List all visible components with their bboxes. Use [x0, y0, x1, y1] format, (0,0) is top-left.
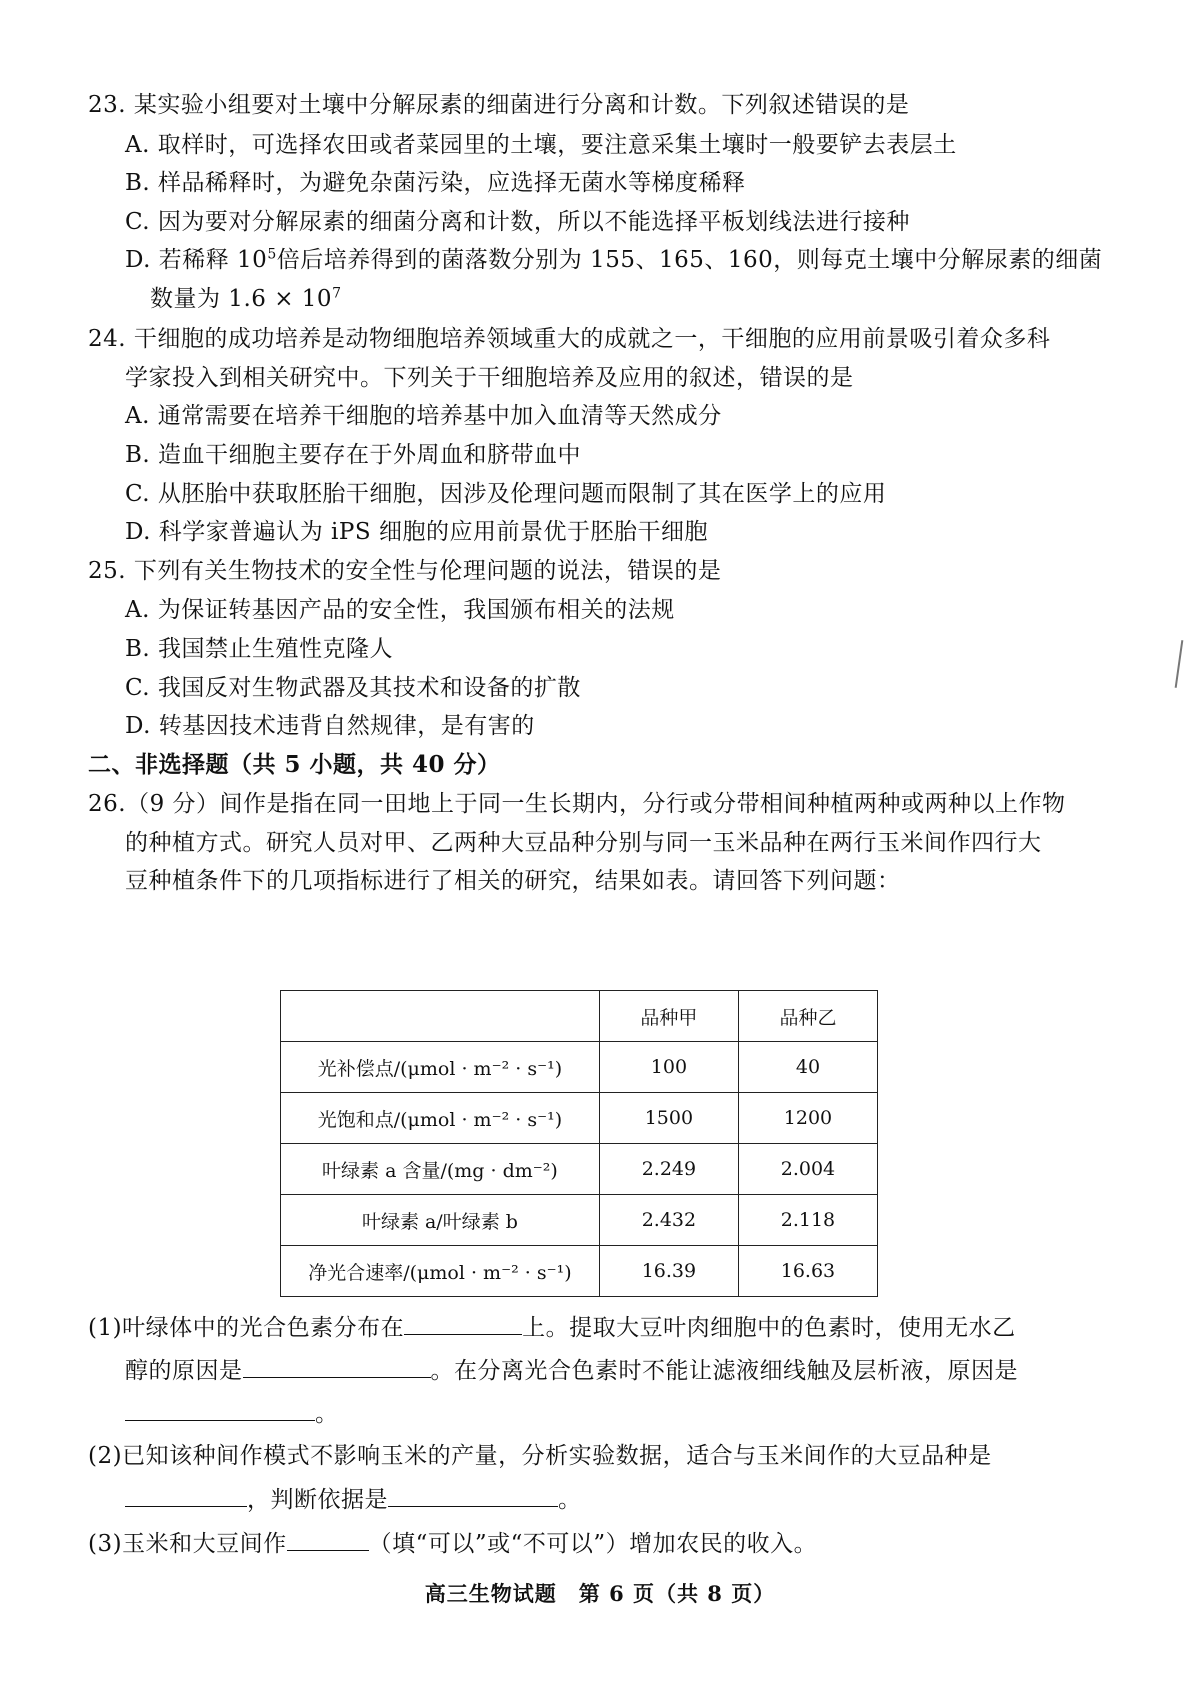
q23-d-post: 倍后培养得到的菌落数分别为 155、165、160，则每克土壤中分解尿素的细菌 [276, 247, 1103, 273]
q26-part1-text-d: 。在分离光合色素时不能让滤液细线触及层析液，原因是 [430, 1358, 1018, 1384]
table-row-label: 叶绿素 a/叶绿素 b [281, 1195, 600, 1246]
q26-part3-text-b: （填“可以”或“不可以”）增加农民的收入。 [368, 1531, 818, 1557]
table-cell: 2.432 [599, 1195, 738, 1246]
q24-option-c: C. 从胚胎中获取胚胎干细胞，因涉及伦理问题而限制了其在医学上的应用 [125, 481, 887, 507]
q26-part1-text-b: 上。提取大豆叶肉细胞中的色素时，使用无水乙 [522, 1315, 1016, 1341]
q26-stem-line2: 的种植方式。研究人员对甲、乙两种大豆品种分别与同一玉米品种在两行玉米间作四行大 [125, 830, 1042, 856]
q26-stem-line1: 26.（9 分）间作是指在同一田地上于同一生长期内，分行或分带相间种植两种或两种以上作物 [88, 791, 1066, 817]
q23-d-cont-exponent: 7 [332, 285, 342, 302]
table-row [281, 1093, 878, 1144]
q26-part2-text-b: ，判断依据是 [247, 1487, 388, 1513]
q26-part1-text-e: 。 [315, 1401, 339, 1427]
q23-d-cont-text: 数量为 1.6 × 10 [150, 286, 333, 312]
answer-blank[interactable] [125, 1398, 315, 1421]
q26-part2-text-c: 。 [558, 1487, 582, 1513]
q26-part2-line1: (2)已知该种间作模式不影响玉米的产量，分析实验数据，适合与玉米间作的大豆品种是 [88, 1443, 992, 1469]
soybean-variety-table [280, 990, 878, 1297]
q26-part1-line1 [88, 1312, 1016, 1343]
q23-d-exponent: 5 [267, 246, 277, 263]
answer-blank[interactable] [388, 1484, 558, 1507]
q23-option-c: C. 因为要对分解尿素的细菌分离和计数，所以不能选择平板划线法进行接种 [125, 209, 910, 235]
table-cell: 2.004 [738, 1144, 877, 1195]
table-row-label: 叶绿素 a 含量/(mg · dm⁻²) [281, 1144, 600, 1195]
q23-option-b: B. 样品稀释时，为避免杂菌污染，应选择无菌水等梯度稀释 [125, 170, 746, 196]
table-row [281, 1195, 878, 1246]
table-cell: 40 [738, 1042, 877, 1093]
q26-part1-text-c: 醇的原因是 [125, 1358, 243, 1384]
table-row [281, 1246, 878, 1297]
table-row-label: 光补偿点/(μmol · m⁻² · s⁻¹) [281, 1042, 600, 1093]
table-row-label: 光饱和点/(μmol · m⁻² · s⁻¹) [281, 1093, 600, 1144]
q26-part1-line3 [125, 1398, 339, 1429]
q23-stem: 23. 某实验小组要对土壤中分解尿素的细菌进行分离和计数。下列叙述错误的是 [88, 92, 910, 118]
q26-part2-line2 [125, 1484, 582, 1515]
table-header-cell: 品种乙 [738, 991, 877, 1042]
q24-option-a: A. 通常需要在培养干细胞的培养基中加入血清等天然成分 [125, 403, 722, 429]
q23-option-d-continuation [150, 284, 341, 314]
table-header-cell [281, 991, 600, 1042]
section-heading-nonchoice: 二、非选择题（共 5 小题，共 40 分） [88, 751, 501, 778]
q26-stem-line3: 豆种植条件下的几项指标进行了相关的研究，结果如表。请回答下列问题： [125, 868, 901, 894]
q24-option-b: B. 造血干细胞主要存在于外周血和脐带血中 [125, 442, 582, 468]
q25-option-d: D. 转基因技术违背自然规律，是有害的 [125, 713, 535, 739]
q24-stem-line2: 学家投入到相关研究中。下列关于干细胞培养及应用的叙述，错误的是 [125, 365, 854, 391]
answer-blank[interactable] [125, 1484, 247, 1507]
table-row-label: 净光合速率/(μmol · m⁻² · s⁻¹) [281, 1246, 600, 1297]
q26-part1-text-a: (1)叶绿体中的光合色素分布在 [88, 1315, 405, 1341]
q25-stem: 25. 下列有关生物技术的安全性与伦理问题的说法，错误的是 [88, 558, 722, 584]
table-cell: 16.63 [738, 1246, 877, 1297]
q25-option-c: C. 我国反对生物武器及其技术和设备的扩散 [125, 675, 581, 701]
q23-option-a: A. 取样时，可选择农田或者菜园里的土壤，要注意采集土壤时一般要铲去表层土 [125, 132, 957, 158]
q24-option-d: D. 科学家普遍认为 iPS 细胞的应用前景优于胚胎干细胞 [125, 519, 708, 545]
table-header-row [281, 991, 878, 1042]
answer-blank[interactable] [404, 1312, 522, 1335]
q26-part3-text-a: (3)玉米和大豆间作 [88, 1531, 287, 1557]
table-header-cell: 品种甲 [599, 991, 738, 1042]
table-cell: 100 [599, 1042, 738, 1093]
q25-option-b: B. 我国禁止生殖性克隆人 [125, 636, 394, 662]
table-cell: 2.118 [738, 1195, 877, 1246]
table-cell: 2.249 [599, 1144, 738, 1195]
page-footer: 高三生物试题 第 6 页（共 8 页） [424, 1581, 776, 1606]
q25-option-a: A. 为保证转基因产品的安全性，我国颁布相关的法规 [125, 597, 675, 623]
scan-mark [1175, 640, 1184, 688]
table-row [281, 1042, 878, 1093]
q26-part1-line2 [125, 1355, 1018, 1386]
answer-blank[interactable] [243, 1355, 431, 1378]
answer-blank[interactable] [287, 1528, 369, 1551]
q26-part3-line [88, 1528, 817, 1559]
table-row [281, 1144, 878, 1195]
q24-stem-line1: 24. 干细胞的成功培养是动物细胞培养领域重大的成就之一，干细胞的应用前景吸引着众多科 [88, 326, 1051, 352]
q23-option-d [125, 245, 1102, 275]
table-cell: 16.39 [599, 1246, 738, 1297]
q23-d-pre: D. 若稀释 10 [125, 247, 268, 273]
table-cell: 1500 [599, 1093, 738, 1144]
table-cell: 1200 [738, 1093, 877, 1144]
